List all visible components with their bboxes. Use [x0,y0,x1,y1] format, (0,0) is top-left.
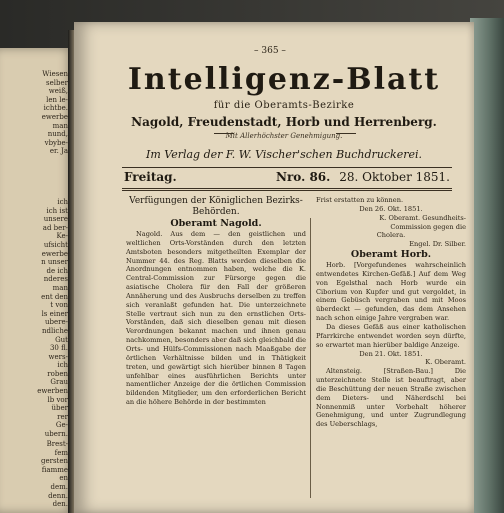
left-fragment-line: Wiesen [42,70,68,78]
signature-line: Commission gegen die [390,222,466,231]
left-fragment-line: ewerben [37,387,68,396]
left-fragment-line: len le- [46,95,68,104]
left-fragment-line: fem [54,448,68,457]
left-fragment-line: er. Ja [49,147,68,156]
left-fragment-line: n unser [41,258,68,267]
left-fragment-line: ent den [41,292,68,301]
page-number: – 365 – [254,46,286,56]
left-fragment-line: en [59,474,68,483]
left-fragment-line: fiamme [41,465,68,474]
left-fragment-line: ewerbe [41,112,68,121]
left-fragment-line: weiß, [48,87,68,96]
horb-article: Horb. [Vorgefundenes wahrscheinlich entwendetes Kirchen-Gefäß.] Auf dem Weg von Egelsthal nach Horb wurde ein Ciborium von Kupfer und gut vergoldet, in einem Gebüsch vergraben und mit Moos überdeckt — gefunden, das dem Ansehen nach schon einige Jahre vergraben war. [316,261,466,323]
left-fragment-line: Brest- [46,440,68,448]
left-fragment-line: nderes [43,275,68,284]
left-fragment-line: ewerbe [41,249,68,258]
left-fragment-line: ad ber- [42,223,68,232]
left-fragment-line: ubere- [45,318,68,327]
left-fragment-line: selber [46,78,68,87]
left-fragment-line: lb vor [47,395,68,404]
left-fragment-mid [2,198,68,439]
horb-date: Den 21. Okt. 1851. [359,349,423,358]
issue-date: 28. Oktober 1851. [339,170,450,184]
left-fragment-line: Ke- [56,232,68,241]
left-fragment-line: 30 fl. [49,344,68,353]
left-fragment-line: ubern. [44,430,68,439]
left-fragment-line: unsere [43,215,68,224]
left-fragment-line: ichtbe. [43,104,68,113]
left-fragment-line: de ich [46,266,68,275]
oberamt-nagold-heading: Oberamt Nagold. [170,218,262,229]
left-fragment-line: ls einer [41,309,68,318]
divider [122,167,452,168]
signature-names: Engel. Dr. Silber. [409,240,466,249]
privilege-line: Mit Allerhöchster Genehmigung. [225,132,343,140]
left-fragment-line: wers- [48,352,68,361]
left-fragment-line: ich ist [46,206,68,215]
left-fragment-line: Gut [55,335,68,344]
left-fragment-line: t von [50,301,68,310]
left-fragment-line: über [51,404,68,413]
left-fragment-line: man [52,283,68,292]
section-heading: Verfügungen der Königlichen Bezirks-Behörden. [129,196,303,217]
left-fragment-line: ndliche [41,326,68,335]
left-fragment-line: man [52,121,68,130]
left-fragment-line: Ge- [55,421,68,430]
left-fragment-line: ufsicht [43,240,68,249]
left-fragment-line: roben [47,369,68,378]
signature-line: Cholera. [376,231,406,240]
left-fragment-line: ich [57,198,68,206]
left-page-fragment [0,48,74,513]
continued-date: Den 26. Okt. 1851. [359,204,423,213]
issue-number: Nro. 86. [276,170,331,184]
nagold-article: Nagold. Aus dem — den geistlichen und weltlichen Orts-Vorständen durch den letzten Amtsboten besonders mitgetheilten Exemplar der Nummer 44. des Reg. Blatts werden dieselben die Anordnungen entnommen haben, welche die K. Central-Commission zur Fürsorge gegen die asiatische Cholera für den Fall der größeren Annäherung und des Ausbruchs derselben zu treffen sich veranlaßt gefunden hat. Die unterzeichnete Stelle vertraut sich nun zu den ernstlichen Orts-Vorständen, daß sich dieselben genau mit diesen Verordnungen bekannt machen und ihnen genau nachkommen, besonders aber daß sich gleichbald die Orts- und Hülfs-Commissionen nach Maaßgabe der örtlichen Verhältnisse bilden und in Thätigkeit treten, und gewärtigt sich hierüber binnen 8 Tagen unfehlbar eines ausführlichen Berichts unter namentlicher Anzeige der die örtlichen Commission bildenden Mitglieder, um den erforderlichen Bericht an die höhere Behörde in der bestimmten [126,230,306,407]
newspaper-page [74,22,474,513]
book-cover-edge [470,18,504,513]
left-fragment-line: Grau [50,378,68,387]
horb-article-continued: Da dieses Gefäß aus einer katholischen Pfarrkirche entwendet worden seyn dürfte, so erwartet man hierüber baldige Anzeige. [316,322,466,349]
left-fragment-line: den. [52,500,68,509]
masthead-title: Intelligenz-Blatt [127,62,441,97]
left-fragment-top [2,70,68,156]
oberamt-horb-heading: Oberamt Horb. [350,249,432,261]
masthead-subtitle: für die Oberamts-Bezirke [213,100,355,111]
left-fragment-line: vbybe- [44,138,68,147]
issue-dateline [124,170,450,186]
right-column [316,196,466,429]
signature-line: K. Oberamt. Gesundheits- [379,213,466,222]
left-fragment-line: gersten [40,457,68,466]
continued-text: Frist erstatten zu können. [316,196,404,204]
divider [122,188,452,189]
divider [122,190,452,191]
horb-signature: K. Oberamt. [425,358,466,367]
column-divider [310,218,311,498]
left-fragment-line: denn. [48,491,68,500]
altensteig-article: Altensteig. [Straßen-Bau.] Die unterzeichnete Stelle ist beauftragt, aber die Beschüttung der neuen Straße zwischen dem Dieters- und Näherdschl bei Nonnenmiß unter Vorbehalt höherer Genehmigung, und unter Zugrundlegung des Ueberschlags, [316,367,466,429]
left-fragment-line: rer [57,412,68,421]
left-fragment-line: ich [57,361,68,370]
left-fragment-line: nund, [47,130,68,139]
left-column [126,196,306,407]
masthead-districts: Nagold, Freudenstadt, Horb und Herrenberg. [131,115,437,129]
publisher-line: Im Verlag der F. W. Vischer'schen Buchdruckerei. [145,148,423,161]
left-fragment-low [2,440,68,509]
left-fragment-line: dem. [50,482,68,491]
issue-day: Freitag. [124,170,177,184]
